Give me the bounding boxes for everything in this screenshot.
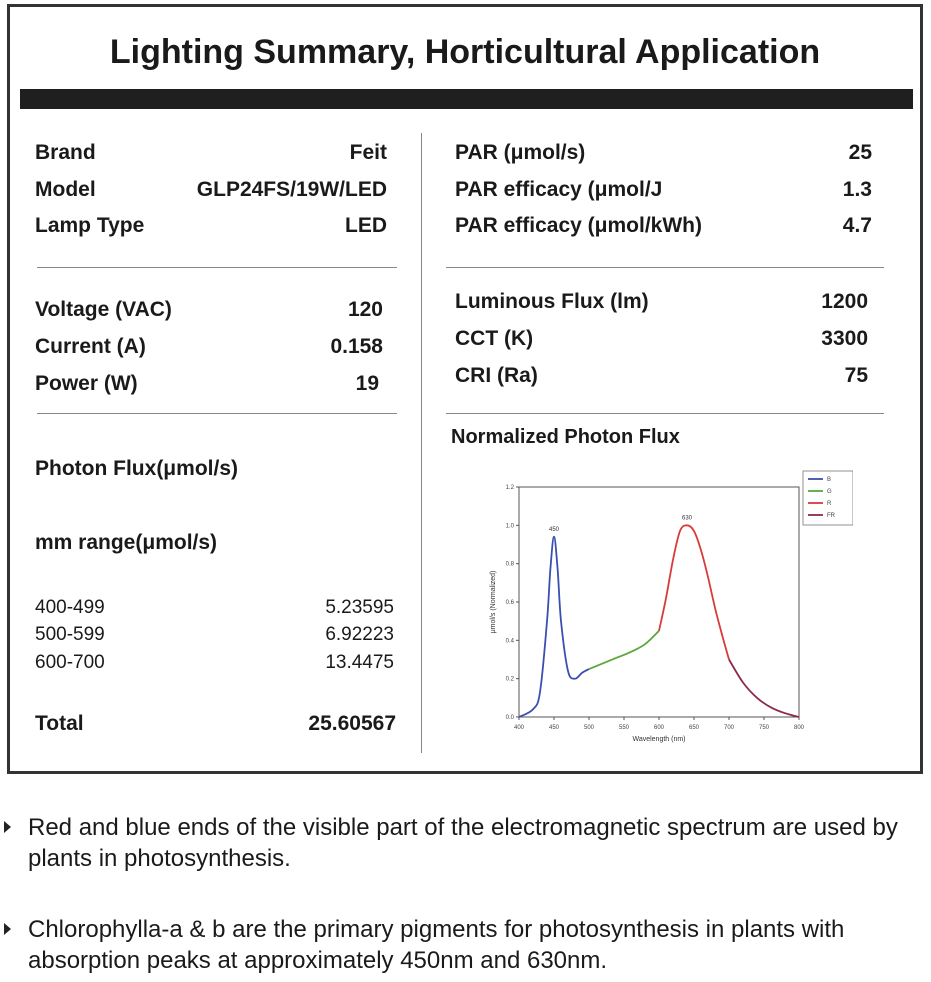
lamp-type-value: LED	[345, 214, 387, 237]
y-tick-label: 0.0	[505, 715, 514, 721]
luminous-flux-label: Luminous Flux (lm)	[455, 290, 649, 313]
current-label: Current (A)	[35, 335, 146, 358]
x-axis-label: Wavelength (nm)	[632, 736, 686, 743]
y-tick-label: 1.0	[505, 523, 514, 530]
y-tick-label: 0.6	[505, 600, 514, 606]
bullet-text-1: Red and blue ends of the visible part of the electromagnetic spectrum are used by plants in photosynthesis.	[28, 814, 898, 872]
bullet-arrow-icon	[4, 923, 11, 935]
peak-label: 630	[681, 515, 693, 522]
photon-flux-chart	[473, 467, 853, 757]
x-tick-label: 500	[583, 725, 595, 731]
par-efficacy-j-value: 1.3	[842, 178, 872, 201]
par-efficacy-j-label: PAR efficacy (μmol/J	[455, 178, 663, 201]
power-label: Power (W)	[35, 372, 138, 395]
y-tick-label: 0.8	[505, 561, 514, 568]
plot-frame	[519, 487, 799, 717]
cri-label: CRI (Ra)	[455, 364, 538, 387]
lighting-summary-card	[7, 4, 923, 774]
legend-label-fr: FR	[827, 513, 835, 519]
legend-label-g: G	[827, 489, 832, 495]
y-tick-label: 0.2	[505, 676, 514, 683]
bullet-arrow-icon	[4, 821, 11, 833]
x-tick-label: 750	[758, 725, 770, 731]
lamp-type-label: Lamp Type	[35, 214, 145, 237]
total-label: Total	[35, 712, 84, 735]
right-divider-2	[446, 413, 884, 414]
voltage-value: 120	[347, 298, 383, 321]
left-divider-1	[37, 267, 397, 268]
brand-value: Feit	[349, 141, 387, 164]
par-label: PAR (μmol/s)	[455, 141, 586, 164]
current-value: 0.158	[330, 335, 383, 358]
x-tick-label: 400	[513, 725, 525, 731]
column-divider	[421, 133, 422, 753]
range-label-500: 500-599	[35, 624, 105, 645]
series-line-fr	[729, 660, 799, 718]
cri-value: 75	[844, 364, 868, 387]
series-line-r	[659, 525, 729, 659]
total-value: 25.60567	[308, 712, 396, 735]
x-tick-label: 450	[548, 725, 560, 731]
series-line-b	[519, 537, 589, 717]
par-efficacy-kwh-label: PAR efficacy (μmol/kWh)	[455, 214, 702, 237]
left-divider-2	[37, 413, 397, 414]
par-value: 25	[848, 141, 872, 164]
range-label-400: 400-499	[35, 597, 105, 618]
peak-label: 450	[548, 526, 560, 533]
range-heading: mm range(μmol/s)	[35, 531, 218, 554]
y-tick-label: 0.4	[505, 638, 514, 645]
par-efficacy-kwh-value: 4.7	[842, 214, 872, 237]
page-title: Lighting Summary, Horticultural Application	[109, 33, 821, 71]
range-value-400: 5.23595	[325, 597, 394, 618]
x-tick-label: 650	[688, 725, 700, 731]
x-tick-label: 700	[723, 725, 735, 731]
y-tick-label: 1.2	[505, 485, 514, 491]
cct-label: CCT (K)	[455, 327, 534, 350]
photon-flux-heading: Photon Flux(μmol/s)	[35, 457, 238, 480]
chart-heading: Normalized Photon Flux	[451, 426, 680, 448]
series-line-g	[589, 631, 659, 669]
range-value-600: 13.4475	[325, 652, 394, 673]
bullet-text-2: Chlorophylla-a & b are the primary pigments for photosynthesis in plants with absorption peaks at approximately 450nm and 630nm.	[28, 916, 845, 974]
voltage-label: Voltage (VAC)	[35, 298, 172, 321]
x-tick-label: 550	[618, 725, 630, 731]
cct-value: 3300	[821, 327, 868, 350]
range-label-600: 600-700	[35, 652, 105, 673]
legend-label-b: B	[827, 477, 832, 483]
right-divider-1	[446, 267, 884, 268]
power-value: 19	[355, 372, 379, 395]
range-value-500: 6.92223	[325, 624, 394, 645]
y-axis-label: μmol/s (Normalized)	[490, 570, 497, 634]
legend-label-r: R	[827, 501, 832, 507]
model-value: GLP24FS/19W/LED	[196, 178, 387, 201]
title-divider-bar	[20, 89, 913, 109]
x-tick-label: 800	[793, 725, 805, 731]
brand-label: Brand	[35, 141, 96, 164]
x-tick-label: 600	[653, 725, 665, 731]
luminous-flux-value: 1200	[821, 290, 868, 313]
model-label: Model	[35, 178, 96, 201]
